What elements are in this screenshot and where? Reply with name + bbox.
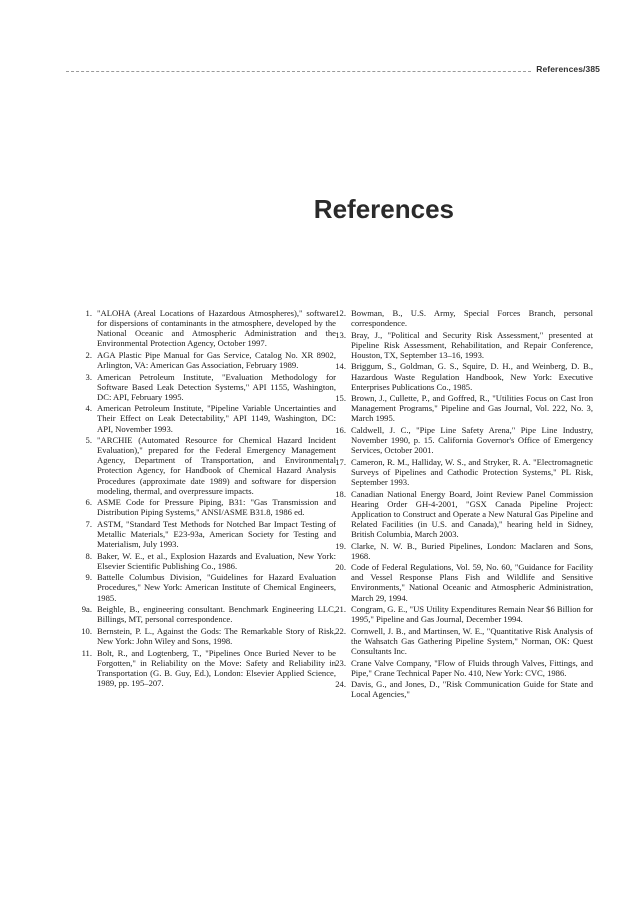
reference-text: American Petroleum Institute, "Pipeline Variable Uncertainties and Their Effect on Leak Detectability," API 1149, Washington, DC: API, November 1993.	[97, 403, 336, 434]
reference-text: Beighle, B., engineering consultant. Benchmark Engineering LLC, Billings, MT, personal correspondence.	[97, 604, 336, 625]
header-rule	[66, 71, 531, 72]
reference-text: Crane Valve Company, "Flow of Fluids through Valves, Fittings, and Pipe," Crane Technical Paper No. 410, New York: CVC, 1986.	[351, 657, 593, 678]
reference-number: 16.	[335, 425, 346, 436]
reference-text: Baker, W. E., et al., Explosion Hazards and Evaluation, New York: Elsevier Scientific Publishing Co., 1986.	[97, 550, 336, 571]
reference-number: 14.	[335, 361, 346, 372]
reference-entry	[335, 679, 593, 700]
reference-text: Canadian National Energy Board, Joint Review Panel Commission Hearing Order GH-4-2001, "GSX Canada Pipeline Project: Application to Construct and Operate a New Natural Gas Pipeline and Related Facilities (in U.S. and Canada)," hearing held in Sidney, British Columbia, March 2003.	[351, 488, 593, 539]
reference-number: 20.	[335, 562, 346, 573]
reference-entry	[85, 497, 336, 518]
reference-entry	[335, 361, 593, 392]
reference-number: 3.	[85, 371, 92, 382]
reference-number: 23.	[335, 657, 346, 668]
reference-text: Battelle Columbus Division, "Guidelines for Hazard Evaluation Procedures," New York: American Institute of Chemical Engineers, 1985.	[97, 572, 336, 603]
reference-number: 21.	[335, 604, 346, 615]
reference-text: Code of Federal Regulations, Vol. 59, No. 60, "Guidance for Facility and Vessel Response Plans Fish and Wildlife and Sensitive Environments," National Oceanic and Atmospheric Administration, March 29, 1994.	[351, 562, 593, 603]
reference-entry	[81, 604, 336, 625]
reference-entry	[85, 572, 336, 603]
reference-text: Briggum, S., Goldman, G. S., Squire, D. H., and Weinberg, D. B., Hazardous Waste Regulation Handbook, New York: Executive Enterprises Publications Co., 1985.	[351, 361, 593, 392]
reference-entry	[335, 488, 593, 539]
reference-entry	[81, 625, 336, 646]
reference-number: 17.	[335, 456, 346, 467]
reference-number: 9.	[85, 572, 92, 583]
reference-text: Brown, J., Cullette, P., and Goffred, R., "Utilities Focus on Cast Iron Management Programs," Pipeline and Gas Journal, Vol. 222, No. 3, March 1995.	[351, 393, 593, 424]
reference-entry	[335, 604, 593, 625]
reference-entry	[81, 647, 336, 688]
reference-number: 5.	[85, 435, 92, 446]
reference-number: 18.	[335, 488, 346, 499]
reference-entry	[335, 425, 593, 456]
reference-text: Caldwell, J. C., "Pipe Line Safety Arena," Pipe Line Industry, November 1990, p. 15. California Governor's Office of Emergency Services, October 2001.	[351, 425, 593, 456]
reference-entry	[335, 625, 593, 656]
reference-number: 11.	[81, 647, 92, 658]
reference-number: 24.	[335, 679, 346, 690]
reference-number: 7.	[85, 518, 92, 529]
reference-text: Davis, G., and Jones, D., "Risk Communication Guide for State and Local Agencies,"	[351, 679, 593, 700]
reference-number: 8.	[85, 550, 92, 561]
reference-entry	[335, 329, 593, 360]
reference-text: Clarke, N. W. B., Buried Pipelines, London: Maclaren and Sons, 1968.	[351, 540, 593, 561]
reference-number: 13.	[335, 329, 346, 340]
reference-text: AGA Plastic Pipe Manual for Gas Service, Catalog No. XR 8902, Arlington, VA: American Gas Association, February 1989.	[97, 349, 336, 370]
references-right-column	[335, 308, 593, 701]
reference-entry	[335, 657, 593, 678]
running-head: References/385	[536, 64, 600, 74]
reference-number: 12.	[335, 308, 346, 318]
chapter-title: References	[313, 194, 454, 224]
reference-number: 6.	[85, 497, 92, 508]
reference-text: Bolt, R., and Logtenberg, T., "Pipelines Once Buried Never to be Forgotten," in Reliability on the Move: Safety and Reliability in Transportation (G. B. Guy, Ed.), London: Elsevier Applied Science, 1989, pp. 195–207.	[97, 647, 336, 688]
reference-number: 1.	[85, 308, 92, 318]
reference-text: ASME Code for Pressure Piping, B31: "Gas Transmission and Distribution Piping Systems," ANSI/ASME B31.8, 1986 ed.	[97, 497, 336, 518]
reference-number: 4.	[85, 403, 92, 414]
reference-entry	[85, 371, 336, 402]
reference-number: 9a.	[81, 604, 92, 615]
reference-number: 22.	[335, 625, 346, 636]
reference-entry	[335, 456, 593, 487]
reference-number: 10.	[81, 625, 92, 636]
reference-text: Bray, J., "Political and Security Risk Assessment," presented at Pipeline Risk Assessment, Rehabilitation, and Repair Conference, Houston, TX, September 13–16, 1993.	[351, 329, 593, 360]
reference-text: Cameron, R. M., Halliday, W. S., and Stryker, R. A. "Electromagnetic Surveys of Pipelines and Cathodic Protection Systems," PL Risk, September 1993.	[351, 456, 593, 487]
reference-text: Bowman, B., U.S. Army, Special Forces Branch, personal correspondence.	[351, 308, 593, 329]
reference-entry	[85, 550, 336, 571]
references-left-column	[81, 308, 336, 689]
reference-text: ASTM, "Standard Test Methods for Notched Bar Impact Testing of Metallic Materials," E23-93a, American Society for Testing and Materialism, July 1993.	[97, 518, 336, 550]
reference-entry	[335, 308, 593, 329]
reference-entry	[335, 562, 593, 603]
reference-text: Bernstein, P. L., Against the Gods: The Remarkable Story of Risk, New York: John Wiley and Sons, 1998.	[97, 625, 336, 646]
reference-text: "ARCHIE (Automated Resource for Chemical Hazard Incident Evaluation)," prepared for the Federal Emergency Management Agency, Department of Transportation, and Environmental Protection Agency, for Handbook of Chemical Hazard Analysis Procedures (approximate date 1989) and software for dispersion modeling, thermal, and overpressure impacts.	[97, 435, 336, 496]
reference-text: American Petroleum Institute, "Evaluation Methodology for Software Based Leak Detection Systems," API 1155, Washington, DC: API, February 1995.	[97, 371, 336, 402]
reference-entry	[335, 393, 593, 424]
reference-number: 15.	[335, 393, 346, 404]
reference-text: Congram, G. E., "US Utility Expenditures Remain Near $6 Billion for 1995," Pipeline and Gas Journal, December 1994.	[351, 604, 593, 625]
reference-entry	[85, 435, 336, 496]
reference-entry	[85, 308, 336, 349]
reference-number: 19.	[335, 540, 346, 551]
reference-entry	[335, 540, 593, 561]
reference-number: 2.	[85, 349, 92, 360]
reference-entry	[85, 349, 336, 370]
reference-text: Cornwell, J. B., and Martinsen, W. E., "Quantitative Risk Analysis of the Wahsatch Gas Gathering Pipeline System," Norman, OK: Quest Consultants Inc.	[351, 625, 593, 656]
reference-text: "ALOHA (Areal Locations of Hazardous Atmospheres)," software for dispersions of contaminants in the atmosphere, developed by the National Oceanic and Atmospheric Administration and the Environmental Protection Agency, October 1997.	[97, 308, 336, 349]
reference-entry	[85, 403, 336, 434]
reference-entry	[85, 518, 336, 550]
